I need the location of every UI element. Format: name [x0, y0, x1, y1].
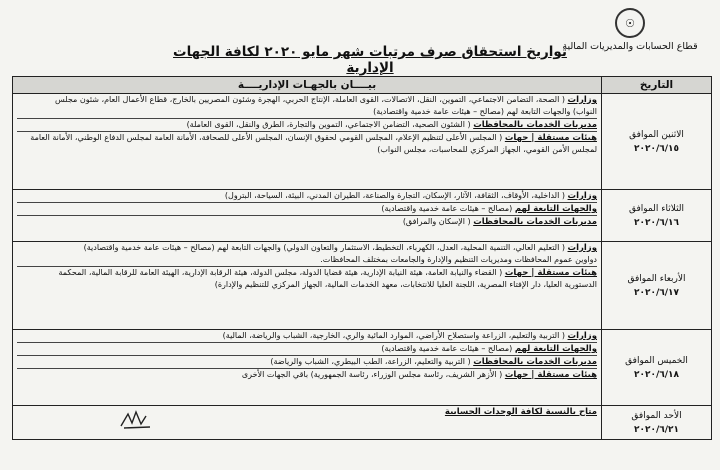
- agency-category-label: وزارات: [567, 243, 597, 253]
- agency-line: [17, 131, 597, 144]
- agency-line: [17, 279, 597, 291]
- agency-line: [17, 106, 597, 118]
- agency-list-text: (مصالح – هيئات عامة خدمية واقتصادية): [381, 204, 513, 213]
- agency-list-text: ( الشئون الصحية، التضامن الاجتماعي، التموين والتجارة، الطرق والنقل، القوى العاملة): [186, 120, 471, 129]
- column-header-details: بيــــان بالجهـات الإداريــــة: [13, 77, 602, 94]
- table-row: [13, 94, 712, 190]
- agency-line: [17, 355, 597, 368]
- agency-list-text: لمجلس الأمن القومي، الجهاز المركزي للمحاسبات، مجلس النواب): [377, 145, 597, 154]
- agency-line: [17, 330, 597, 342]
- agency-list-text: ( المجلس الأعلى لتنظيم الإعلام، المجلس القومي لحقوق الإنسان، المجلس الأعلى للصحافة، الأمانة العامة لمجلس الدفاع الوطني، الأمانة العامة: [30, 133, 503, 142]
- column-header-date: التاريخ: [602, 77, 712, 94]
- agency-category-label: مديريات الخدمات بالمحافظات: [473, 120, 597, 130]
- agency-list-text: النواب) والجهات التابعة لهم (مصالح – هيئات عامة خدمية واقتصادية): [373, 107, 597, 116]
- agencies-cell: [13, 330, 602, 406]
- agency-line: [17, 144, 597, 156]
- payment-date-cell: [602, 190, 712, 242]
- agency-list-text: ( الإسكان والمرافق): [402, 217, 471, 226]
- date-value: ٢٠٢٠/٦/١٨: [633, 369, 680, 380]
- date-value: ٢٠٢٠/٦/١٧: [633, 287, 680, 298]
- authority-name: قطاع الحسابات والمديريات المالية: [562, 41, 698, 52]
- agency-list-text: ( التعليم العالي، التنمية المحلية، العدل، الكهرباء، التخطيط، الاستثمار والتعاون الدولي) والجهات التابعة لهم (مصالح – هيئات عامة خدمية واقتصادية): [83, 243, 565, 252]
- agency-category-label: والجهات التابعة لهم: [514, 344, 597, 354]
- payment-date-cell: [602, 330, 712, 406]
- agencies-cell: [13, 406, 602, 440]
- agency-line: [17, 406, 597, 418]
- agency-line: [17, 368, 597, 381]
- weekday-label: الأربعاء الموافق: [627, 273, 686, 284]
- agency-category-label: مديريات الخدمات بالمحافظات: [473, 357, 597, 367]
- table-header-row: [13, 77, 712, 94]
- weekday-label: الأحد الموافق: [631, 410, 682, 421]
- agency-list-text: (مصالح – هيئات عامة خدمية واقتصادية): [381, 344, 513, 353]
- agencies-cell: [13, 94, 602, 190]
- document-title: تواريخ استحقاق صرف مرتبات شهر مايو ٢٠٢٠ لكافة الجهات الإدارية: [173, 44, 567, 76]
- agency-category-label: وزارات: [567, 95, 597, 105]
- agency-list-text: الدستورية العليا، دار الإفتاء المصرية، اللجنة العليا للانتخابات، معهد الخدمات المالية، الجهاز المركزي للتنظيم والإدارة): [214, 280, 597, 289]
- payment-date-cell: [602, 242, 712, 330]
- agency-category-label: هيئات مستقلة | جهات: [504, 268, 597, 278]
- agency-list-text: ( القضاء والنيابة العامة، هيئة النيابة الإدارية، هيئة قضايا الدولة، مجلس الدولة، هيئة الرقابة الإدارية، الهيئة العامة للرقابة المالية، المحكمة: [58, 268, 503, 277]
- date-value: ٢٠٢٠/٦/٢١: [633, 424, 680, 435]
- emblem-seal-icon: ☉: [615, 8, 645, 38]
- agency-list-text: ( التربية والتعليم، الزراعة، الطب البيطري، الشباب والرياضة): [270, 357, 471, 366]
- agencies-cell: [13, 190, 602, 242]
- date-value: ٢٠٢٠/٦/١٦: [633, 217, 680, 228]
- date-value: ٢٠٢٠/٦/١٥: [633, 143, 680, 154]
- agency-category-label: هيئات مستقلة | جهات: [504, 370, 597, 380]
- table-row: [13, 242, 712, 330]
- payment-date-cell: [602, 406, 712, 440]
- weekday-label: الخميس الموافق: [625, 355, 688, 366]
- table-row: [13, 190, 712, 242]
- agency-line: [17, 242, 597, 254]
- payment-date-cell: [602, 94, 712, 190]
- agency-list-text: ( الداخلية، الأوقاف، الثقافة، الآثار، الإسكان، التجارة والصناعة، الطيران المدني، البيئة، السياحة، البترول): [224, 191, 565, 200]
- agency-category-label: وزارات: [567, 331, 597, 341]
- agency-list-text: ( الأزهر الشريف، رئاسة مجلس الوزراء، رئاسة الجمهورية) باقي الجهات الأخرى: [241, 370, 503, 379]
- agency-list-text: ( الصحة، التضامن الاجتماعي، التموين، النقل، الاتصالات، القوى العاملة، الإنتاج الحربي، الهجرة وشئون المصريين بالخارج، قطاع الأعمال العام، شئون مجلس: [54, 95, 565, 104]
- agency-category-label: مديريات الخدمات بالمحافظات: [473, 217, 597, 227]
- weekday-label: الاثنين الموافق: [629, 129, 684, 140]
- agency-line: [17, 94, 597, 106]
- agency-line: [17, 190, 597, 202]
- weekday-label: الثلاثاء الموافق: [628, 203, 685, 214]
- agency-line: [17, 254, 597, 266]
- schedule-table: [12, 76, 712, 440]
- signature: [118, 408, 154, 436]
- agency-category-label: والجهات التابعة لهم: [514, 204, 597, 214]
- agency-line: [17, 266, 597, 279]
- table-row: [13, 330, 712, 406]
- agency-category-label: هيئات مستقلة | جهات: [504, 133, 597, 143]
- agency-line: [17, 342, 597, 355]
- agency-line: [17, 118, 597, 131]
- agency-list-text: ( التربية والتعليم، الزراعة واستصلاح الأراضي، الموارد المائية والري، الخارجية، الشباب والرياضة، المالية): [222, 331, 565, 340]
- agency-line: [17, 202, 597, 215]
- agency-category-label: وزارات: [567, 191, 597, 201]
- agency-category-label: متاح بالنسبة لكافة الوحدات الحسابية: [444, 407, 597, 417]
- agencies-cell: [13, 242, 602, 330]
- agency-line: [17, 215, 597, 228]
- agency-list-text: دواوين عموم المحافظات ومديريات التنظيم والإدارة والجامعات بمختلف المحافظات.: [320, 255, 597, 264]
